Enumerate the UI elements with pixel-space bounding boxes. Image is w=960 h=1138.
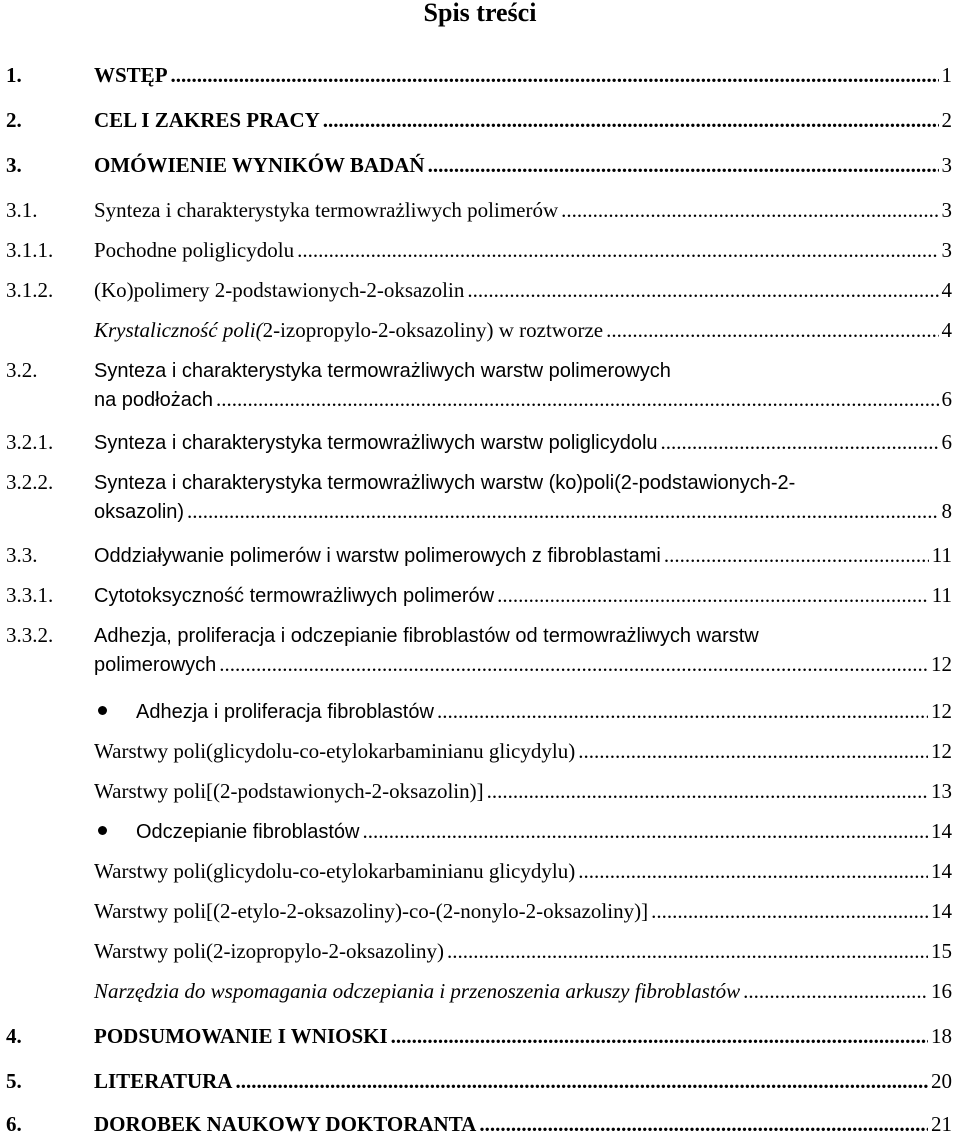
toc-page: 3 (941, 198, 952, 222)
toc-title: LITERATURA (94, 1069, 233, 1093)
toc-entry[interactable] (6, 151, 952, 179)
toc-page: 12 (931, 739, 952, 763)
dot-leader (323, 106, 939, 134)
toc-page: 6 (941, 430, 952, 454)
toc-entry[interactable] (6, 316, 952, 344)
dot-leader (578, 857, 928, 885)
toc-title: CEL I ZAKRES PRACY (94, 108, 320, 132)
dot-leader (219, 650, 928, 678)
toc-page: 12 (931, 652, 952, 676)
toc-title: Synteza i charakterystyka termowrażliwych warstw poliglicydolu (94, 432, 658, 454)
toc-title: DOROBEK NAUKOWY DOKTORANTA (94, 1112, 477, 1136)
dot-leader (171, 61, 939, 89)
toc-page: 4 (941, 318, 952, 342)
dot-leader (391, 1022, 928, 1050)
toc-entry[interactable] (6, 937, 952, 965)
toc-number: 3.1.2. (6, 278, 54, 302)
toc-page: 3 (941, 238, 952, 262)
dot-leader (447, 937, 928, 965)
dot-leader (743, 977, 928, 1005)
bullet-dot-icon (98, 826, 107, 835)
dot-leader (467, 276, 938, 304)
toc-number: 4. (6, 1024, 22, 1048)
toc-title: Warstwy poli(glicydolu-co-etylokarbaminianu glicydylu) (94, 739, 576, 763)
toc-title-rest: 2-izopropylo-2-oksazoliny) w roztworze (262, 318, 604, 342)
toc-entry[interactable] (6, 977, 952, 1005)
toc-title: Cytotoksyczność termowrażliwych polimerów (94, 585, 495, 607)
toc-title: Oddziaływanie polimerów i warstw polimerowych z fibroblastami (94, 545, 661, 567)
toc-entry[interactable] (6, 777, 952, 805)
dot-leader (578, 737, 928, 765)
toc-number: 3.3.1. (6, 583, 54, 607)
toc-number: 5. (6, 1069, 22, 1093)
toc-title-continuation: oksazolin) (94, 501, 185, 523)
toc-title: Synteza i charakterystyka termowrażliwych warstw (ko)poli(2-podstawionych-2- (94, 472, 796, 494)
dot-leader (606, 316, 938, 344)
bullet (6, 697, 136, 725)
toc-number: 1. (6, 63, 22, 87)
dot-leader (187, 497, 938, 525)
toc-page: 11 (931, 583, 952, 607)
toc-title-continuation: na podłożach (94, 389, 213, 411)
toc-number: 3.3. (6, 543, 38, 567)
toc-entry[interactable] (6, 106, 952, 134)
dot-leader (216, 385, 939, 413)
toc-page: 21 (931, 1112, 952, 1136)
dot-leader (561, 196, 938, 224)
dot-leader (479, 1110, 928, 1138)
toc-page: 6 (941, 387, 952, 411)
toc-number: 3.2.2. (6, 470, 54, 494)
toc-number: 3.2. (6, 358, 38, 382)
toc-page: 13 (931, 779, 952, 803)
dot-leader (362, 817, 928, 845)
toc-entry[interactable] (6, 581, 952, 610)
toc-title: Adhezja i proliferacja fibroblastów (136, 701, 434, 723)
toc-page: 1 (941, 63, 952, 87)
toc-page: 4 (941, 278, 952, 302)
toc-title: Adhezja, proliferacja i odczepianie fibroblastów od termowrażliwych warstw (94, 625, 759, 647)
toc-title: Synteza i charakterystyka termowrażliwych warstw polimerowych (94, 360, 671, 382)
toc-page: 3 (941, 153, 952, 177)
toc-title-italic: Krystaliczność poli( (94, 318, 263, 342)
toc-entry[interactable] (6, 356, 952, 414)
toc-page: 15 (931, 939, 952, 963)
dot-leader (297, 236, 938, 264)
toc-page: 14 (931, 819, 952, 843)
toc-number: 3.3.2. (6, 623, 54, 647)
dot-leader (428, 151, 939, 179)
toc-page: 16 (931, 979, 952, 1003)
toc-page: 2 (941, 108, 952, 132)
toc-title (94, 316, 603, 344)
toc-number: 3.1.1. (6, 238, 54, 262)
dot-leader (651, 897, 928, 925)
toc-entry[interactable] (6, 1022, 952, 1050)
toc-title: WSTĘP (94, 63, 168, 87)
dot-leader (497, 581, 929, 609)
toc-title: Pochodne poliglicydolu (94, 238, 295, 262)
toc-number: 2. (6, 108, 22, 132)
toc-title: Warstwy poli[(2-etylo-2-oksazoliny)-co-(2-nonylo-2-oksazoliny)] (94, 899, 649, 923)
toc-entry[interactable] (6, 621, 952, 679)
toc-page: 8 (941, 499, 952, 523)
toc-page: 20 (931, 1069, 952, 1093)
toc-title: Narzędzia do wspomagania odczepiania i przenoszenia arkuszy fibroblastów (94, 979, 741, 1003)
toc-page: 18 (931, 1024, 952, 1048)
toc-title: Warstwy poli[(2-podstawionych-2-oksazolin)] (94, 779, 484, 803)
toc-number: 3.1. (6, 198, 38, 222)
bullet (6, 817, 136, 845)
toc-entry[interactable] (6, 1067, 952, 1095)
toc-entry[interactable] (6, 697, 952, 726)
toc-number: 6. (6, 1112, 22, 1136)
toc-number: 3. (6, 153, 22, 177)
toc-title: Odczepianie fibroblastów (136, 821, 360, 843)
dot-leader (661, 428, 939, 456)
toc-entry[interactable] (6, 817, 952, 846)
toc-entry[interactable] (6, 236, 952, 264)
toc-title: OMÓWIENIE WYNIKÓW BADAŃ (94, 153, 425, 177)
toc-entry[interactable] (6, 897, 952, 925)
dot-leader (487, 777, 928, 805)
toc-title: Synteza i charakterystyka termowrażliwych polimerów (94, 198, 559, 222)
toc-entry[interactable] (6, 541, 952, 570)
toc-page: 14 (931, 859, 952, 883)
toc-entry[interactable] (6, 468, 952, 526)
toc-title: PODSUMOWANIE I WNIOSKI (94, 1024, 388, 1048)
page-title: Spis treści (423, 0, 537, 27)
toc-entry[interactable] (6, 857, 952, 885)
toc-entry[interactable] (6, 1110, 952, 1138)
bullet-dot-icon (98, 706, 107, 715)
toc-title: Warstwy poli(glicydolu-co-etylokarbaminianu glicydylu) (94, 859, 576, 883)
toc-page: 14 (931, 899, 952, 923)
toc-title: Warstwy poli(2-izopropylo-2-oksazoliny) (94, 939, 444, 963)
toc-title-continuation: polimerowych (94, 654, 217, 676)
toc-entry[interactable] (6, 276, 952, 304)
toc-entry[interactable] (6, 196, 952, 224)
toc-entry[interactable] (6, 737, 952, 765)
dot-leader (437, 697, 928, 725)
toc-title: (Ko)polimery 2-podstawionych-2-oksazolin (94, 278, 465, 302)
dot-leader (235, 1067, 928, 1095)
toc-number: 3.2.1. (6, 430, 54, 454)
toc-entry[interactable] (6, 428, 952, 457)
toc-page: 11 (931, 543, 952, 567)
dot-leader (664, 541, 929, 569)
toc-page: 12 (931, 699, 952, 723)
toc-entry[interactable] (6, 61, 952, 89)
